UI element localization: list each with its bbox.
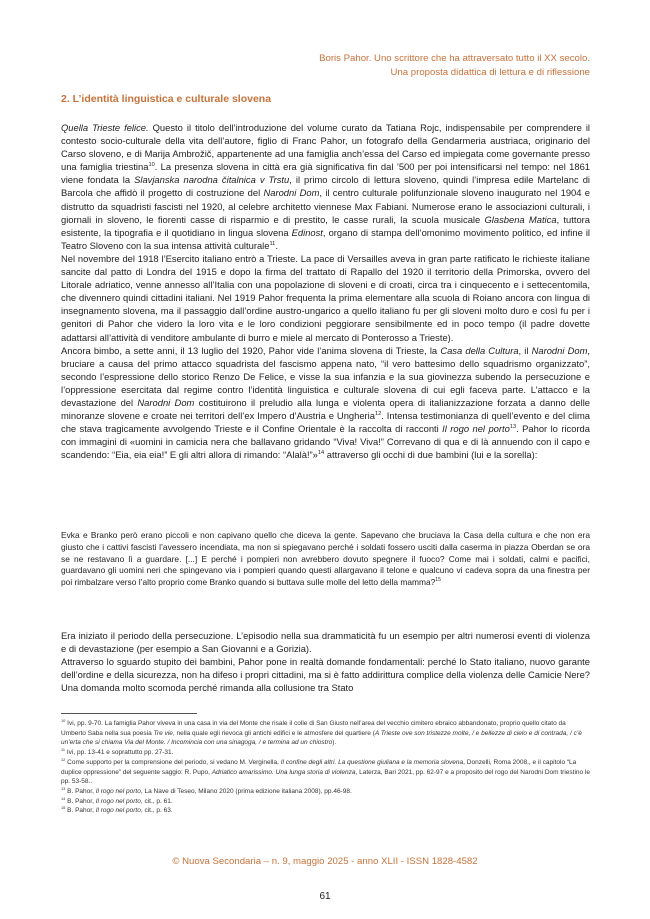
italic-text: Il rogo nel porto: [95, 787, 141, 795]
text: attraverso gli occhi di due bambini (lui e la sorella):: [324, 449, 538, 461]
text: . La presenza slovena in città era già significativa fin dal ’500 per poi intensificarsi nel tempo: nel 1861 viene fondata la: [61, 161, 591, 186]
italic-text: Narodni Dom: [137, 396, 195, 408]
footnote-number: 10: [61, 717, 66, 723]
footnote-number: 12: [61, 756, 66, 762]
text: B. Pahor,: [65, 787, 96, 795]
text: , il centro culturale polifunzionale sloveno inaugurato nel 1904 e distrutto da squadristi fascisti nel 1920, al celebre architetto viennese Max Fabiani. Numerose erano le associazioni culturali, i giornali in sloveno, le fiorenti casse di risparmio e di prestito, le casse rurali, la scuola musicale: [61, 187, 590, 225]
journal-footer: © Nuova Secondaria – n. 9, maggio 2025 - anno XLII - ISSN 1828-4582: [172, 856, 478, 867]
text: ).: [332, 739, 337, 747]
footnote-ref: 14: [317, 450, 325, 457]
italic-text: Il rogo nel porto: [442, 423, 510, 435]
italic-text: Il rogo nel porto: [95, 807, 141, 815]
main-text-continued: [61, 629, 590, 694]
text: , il primo circolo di lettura sloveno, quindi l’impresa edile Martelanc di Barcola che affidò il progetto di costruzione del: [61, 174, 590, 199]
footnote-12: [61, 758, 590, 787]
text: , nella quale egli rievoca gli antichi edifici e le atmosfere del quartiere (: [172, 729, 375, 737]
text: Ivi, pp. 9-70. La famiglia Pahor viveva in una casa in via del Monte che risale il colle di San Giusto nell’area del vecchio cimitero ebraico abbandonato, proprio quello citato da Umberto Saba nella sua poesia: [61, 720, 566, 737]
paragraph-1: [61, 121, 590, 252]
footnote-ref: 13: [509, 424, 517, 431]
footnote-number: 11: [61, 746, 66, 752]
running-header: [319, 52, 590, 80]
footnote-ref: 15: [435, 577, 441, 584]
footnote-15: [61, 806, 590, 816]
footnote-14: [61, 797, 590, 807]
text: .: [275, 239, 278, 251]
italic-text: Adriatico amarissimo. Una lunga storia di violenza: [211, 768, 356, 776]
text: , bruciare a causa del primo attacco squadrista del fascismo appena nato, “il vero battesimo dello squadrismo organizzato”, secondo l’espressione dello storico Renzo De Felice, e visse la sua infanzia e la sua giovinezza subendo la persecuzione e l’oppressione esercitata dal regime contro l’identità linguistica e culturale slovena di cui egli faceva parte. L’attacco e la devastazione del: [61, 344, 590, 408]
footnote-number: 14: [61, 795, 66, 801]
text: Come supporto per la comprensione del periodo, si vedano M. Verginella,: [65, 758, 281, 766]
italic-text: A Trieste ove son tristezze molte, / e bellezze di cielo e di contrada, / c’è un’erta che si chiama Via del Monte. / Incomincia con una sinagoga, / e termina ad un chiostro: [61, 729, 582, 747]
italic-text: Narodni Dom: [263, 187, 320, 199]
text: Questo il titolo dell’introduzione del volume curato da Tatiana Rojc, indispensabile per comprendere il contesto socio-culturale della vita dell’autore, figlio di Franc Pahor, un fotografo della Gendarmeria austriaca, originario del Carso sloveno, e di Marija Ambrožič, appartenente ad una famiglia anch’essa del Carso ed impiegata come governante presso una famiglia triestina: [61, 122, 590, 173]
block-quote: [61, 530, 590, 589]
italic-text: Tre vie: [153, 729, 173, 737]
text: , La Nave di Teseo, Milano 2020 (prima edizione italiana 2008), pp.46-98.: [140, 787, 352, 795]
italic-text: Slavjanska narodna čitalnica v Trstu: [134, 174, 290, 186]
footnote-number: 15: [61, 805, 66, 811]
header-line-1: Boris Pahor. Uno scrittore che ha attraversato tutto il XX secolo.: [319, 53, 590, 64]
main-text: [61, 121, 590, 461]
italic-text: Il rogo nel porto: [95, 797, 141, 805]
text: , organo di stampa dell’omonimo movimento politico, ed infine il Teatro Sloveno con la sua intensa attività culturale: [61, 226, 590, 251]
footnote-divider: [61, 713, 197, 714]
text: , Laterza, Bari 2021, pp. 62-97 e a proposito del rogo del Narodni Dom triestino le pp. 53-58..: [61, 768, 590, 786]
lead-italic: Quella Trieste felice.: [61, 122, 149, 133]
text: costituirono il preludio alla lunga e violenta opera di italianizzazione forzata a danno delle minoranze slovene e croate nei territori dell’ex Impero d’Austria e Ungheria: [61, 396, 590, 422]
paragraph-3: [61, 344, 590, 462]
text: Ivi, pp. 13-41 e soprattutto pp. 27-31.: [65, 749, 174, 757]
italic-text: Glasbena Matica: [484, 213, 557, 225]
footnote-11: [61, 748, 590, 758]
italic-text: Casa della Cultura: [440, 344, 519, 356]
footnote-number: 13: [61, 785, 66, 791]
page-number: 61: [319, 891, 331, 902]
italic-text: Il confine degli altri. La questione giuliana e la memoria slovena: [280, 758, 464, 766]
text: . Intensa testimonianza di quell’evento e del clima che stava tragicamente avvolgendo Trieste e il Confine Orientale è la raccolta di racconti: [61, 410, 590, 435]
footnotes: [61, 719, 590, 816]
text: , tuttora esistente, la tipografia e il quotidiano in lingua slovena: [61, 213, 590, 238]
text: , cit., p. 63.: [140, 807, 173, 815]
section-title: 2. L’identità linguistica e culturale slovena: [61, 93, 272, 105]
text: . Pahor lo ricorda con immagini di «uomini in camicia nera che ballavano gridando “Viva! Viva!” Correvano di qua e di là annuendo con il capo e scandendo: “Eia, eia eia!” E gli altri allora di rimando: “Alalà!”»: [61, 423, 590, 461]
paragraph-4: Era iniziato il periodo della persecuzione. L’episodio nella sua drammaticità fu un esempio per altri numerosi eventi di violenza e di devastazione (per esempio a San Giovanni e a Gorizia).: [61, 630, 590, 655]
footnote-10: [61, 719, 590, 748]
text: B. Pahor,: [65, 807, 96, 815]
footnote-ref: 11: [269, 240, 276, 247]
paragraph-5: Attraverso lo sguardo stupito dei bambini, Pahor pone in realtà domande fondamentali: perché lo Stato italiano, nuovo garante dell’ordine e della sicurezza, non ha difeso i propri cittadini, ma si è fatto addirittura complice della violenza delle Camicie Nere? Una domanda molto scomoda perché rimanda alla collusione tra Stato: [61, 656, 590, 694]
italic-text: Edinost: [291, 226, 323, 238]
footnote-13: [61, 787, 590, 797]
text: , il: [518, 344, 532, 356]
text: B. Pahor,: [65, 797, 96, 805]
paragraph-2: Nel novembre del 1918 l’Esercito italiano entrò a Trieste. La pace di Versailles aveva in gran parte ratificato le richieste italiane sancite dal patto di Londra del 1915 e dopo la firma del trattato di Rapallo del 1920 il territorio della Primorska, ovvero del Litorale adriatico, venne annesso all’Italia con una popolazione di sloveni e di croati, circa tra i cinquecento e i settecentomila, che divennero quindi cittadini italiani. Nel 1919 Pahor frequenta la prima elementare alla scuola di Roiano ancora con lingua di insegnamento slovena, ma il passaggio dall’ordine austro-ungarico a quello italiano fu per gli sloveni molto duro e così fu per i genitori di Pahor che videro la loro vita e le loro condizioni peggiorare sensibilmente ed in poco tempo (il padre dovette adattarsi all’attività di venditore ambulante di burro e miele al mercato di Ponterosso a Trieste).: [61, 252, 590, 343]
text: , Donzelli, Roma 2008., e il capitolo “La duplice oppressione” del seguente saggio: R. Pupo,: [61, 758, 577, 776]
footnote-ref: 10: [148, 162, 155, 169]
footnote-ref: 12: [374, 410, 382, 417]
italic-text: Narodni Dom: [531, 344, 588, 356]
text: Ancora bimbo, a sette anni, il 13 luglio del 1920, Pahor vide l’anima slovena di Trieste, la: [61, 344, 441, 356]
quote-text: Evka e Branko però erano piccoli e non capivano quello che diceva la gente. Sapevano che bruciava la Casa della cultura e che non era giusto che i cattivi fascisti l’avessero incendiata, ma non si spiegavano perché i soldati fossero usciti dalla caserma in piazza Oberdan se ora se ne restavano lì a guardare. [...] E perché i pompieri non avrebbero dovuto spegnere il fuoco? Come mai i soldati, calmi e pacifici, guardavano gli uomini neri che spingevano via i pompieri quando questi allargavano il telone e qualcuno vi cadeva sopra da una finestra per poi rimbalzare verso l’alto proprio come Branko quando si buttava sulle molle del letto della mamma?: [61, 530, 590, 588]
header-line-2: Una proposta didattica di lettura e di riflessione: [390, 67, 590, 78]
text: , cit., p. 61.: [140, 797, 173, 805]
